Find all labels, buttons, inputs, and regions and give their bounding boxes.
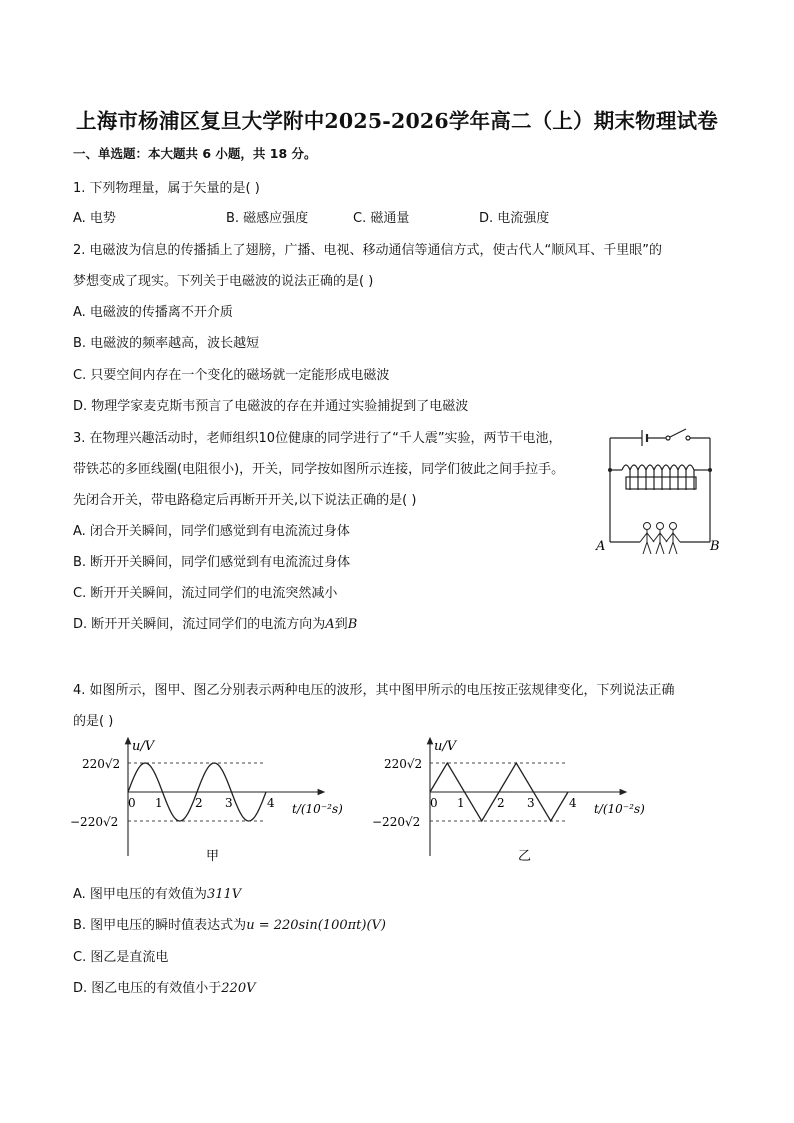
circuit-diagram (592, 424, 722, 564)
q2-option-b[interactable]: B. 电磁波的频率越高，波长越短 (73, 336, 260, 351)
q3-option-c[interactable]: C. 断开开关瞬间，流过同学们的电流突然减小 (73, 586, 338, 601)
q4-option-c[interactable]: C. 图乙是直流电 (73, 950, 169, 965)
q4-option-d-value: 220V (221, 981, 256, 996)
q3-option-d[interactable] (73, 613, 357, 632)
q2-stem-line1: 2. 电磁波为信息的传播插上了翅膀，广播、电视、移动通信等通信方式，使古代人“顺风耳、千里眼”的 (73, 243, 663, 258)
q2-stem-line2: 梦想变成了现实。下列关于电磁波的说法正确的是( ) (73, 274, 374, 289)
caption-yi: 乙 (518, 849, 532, 864)
x-tick-0: 0 (430, 796, 438, 810)
y-axis-label: u/V (434, 739, 457, 754)
junction-right (708, 468, 712, 472)
q3-stem-line2: 带铁芯的多匝线圈(电阻很小)，开关，同学按如图所示连接，同学们彼此之间手拉手。 (73, 462, 565, 477)
x-tick-4: 4 (267, 796, 275, 810)
q2-option-d[interactable]: D. 物理学家麦克斯韦预言了电磁波的存在并通过实验捕捉到了电磁波 (73, 399, 469, 414)
x-tick-0: 0 (128, 796, 136, 810)
x-tick-2: 2 (497, 796, 505, 810)
y-axis-label: u/V (132, 739, 155, 754)
q3-stem-line3: 先闭合开关，带电路稳定后再断开开关,以下说法正确的是( ) (73, 493, 417, 508)
section-heading: 一、单选题：本大题共 6 小题，共 18 分。 (73, 146, 317, 161)
y-tick-positive: 220√2 (384, 757, 423, 771)
switch-contact (686, 436, 690, 440)
q4-stem-line2: 的是( ) (73, 714, 114, 729)
q3-stem-line1: 3. 在物理兴趣活动时，老师组织10位健康的同学进行了“千人震”实验，两节干电池， (73, 431, 562, 446)
x-axis-label: t/(10⁻²s) (594, 802, 645, 816)
q4-option-a-value: 311V (206, 887, 242, 902)
q4-option-b-text: B. 图甲电压的瞬时值表达式为 (73, 918, 247, 933)
x-tick-3: 3 (527, 796, 535, 810)
q2-option-c[interactable]: C. 只要空间内存在一个变化的磁场就一定能形成电磁波 (73, 368, 390, 383)
x-axis-label: t/(10⁻²s) (292, 802, 343, 816)
q4-option-d-text: D. 图乙电压的有效值小于 (73, 981, 222, 996)
y-tick-negative: −220√2 (372, 815, 421, 829)
caption-jia: 甲 (206, 849, 220, 864)
q1-option-a[interactable]: A. 电势 (73, 211, 116, 226)
graph-jia (70, 736, 370, 866)
page-title: 上海市杨浦区复旦大学附中2025-2026学年高二（上）期末物理试卷 (76, 109, 718, 133)
junction-left (608, 468, 612, 472)
terminal-b-label: B (710, 539, 720, 554)
y-tick-negative: −220√2 (70, 815, 119, 829)
q4-option-b-value: u = 220sin(100πt)(V) (246, 918, 386, 933)
q3-option-d-text: D. 断开开关瞬间，流过同学们的电流方向为 (73, 617, 326, 632)
q4-option-a-text: A. 图甲电压的有效值为 (73, 887, 207, 902)
q4-option-a[interactable] (73, 883, 241, 902)
y-tick-positive: 220√2 (82, 757, 121, 771)
q1-option-b[interactable]: B. 磁感应强度 (226, 211, 309, 226)
switch-lever (670, 429, 686, 437)
terminal-a-label: A (596, 539, 606, 554)
q1-option-c[interactable]: C. 磁通量 (353, 211, 410, 226)
q4-option-d[interactable] (73, 977, 255, 996)
x-tick-2: 2 (195, 796, 203, 810)
q3-option-d-mid: 到 (334, 617, 348, 632)
x-tick-1: 1 (457, 796, 465, 810)
q1-stem: 1. 下列物理量，属于矢量的是( ) (73, 181, 260, 196)
q3-option-b[interactable]: B. 断开开关瞬间，同学们感觉到有电流流过身体 (73, 555, 351, 570)
x-tick-4: 4 (569, 796, 577, 810)
q2-option-a[interactable]: A. 电磁波的传播离不开介质 (73, 305, 233, 320)
switch-pivot (666, 436, 670, 440)
x-tick-3: 3 (225, 796, 233, 810)
point-b-label: B (347, 617, 358, 632)
q4-option-b[interactable] (73, 914, 386, 933)
q1-option-d[interactable]: D. 电流强度 (479, 211, 550, 226)
graph-yi (372, 736, 672, 866)
point-a-label: A (325, 617, 335, 632)
students-icon (640, 523, 680, 555)
q4-stem-line1: 4. 如图所示，图甲、图乙分别表示两种电压的波形，其中图甲所示的电压按正弦规律变化，下列说法正确 (73, 683, 675, 698)
q3-option-a[interactable]: A. 闭合开关瞬间，同学们感觉到有电流流过身体 (73, 524, 350, 539)
x-tick-1: 1 (155, 796, 163, 810)
